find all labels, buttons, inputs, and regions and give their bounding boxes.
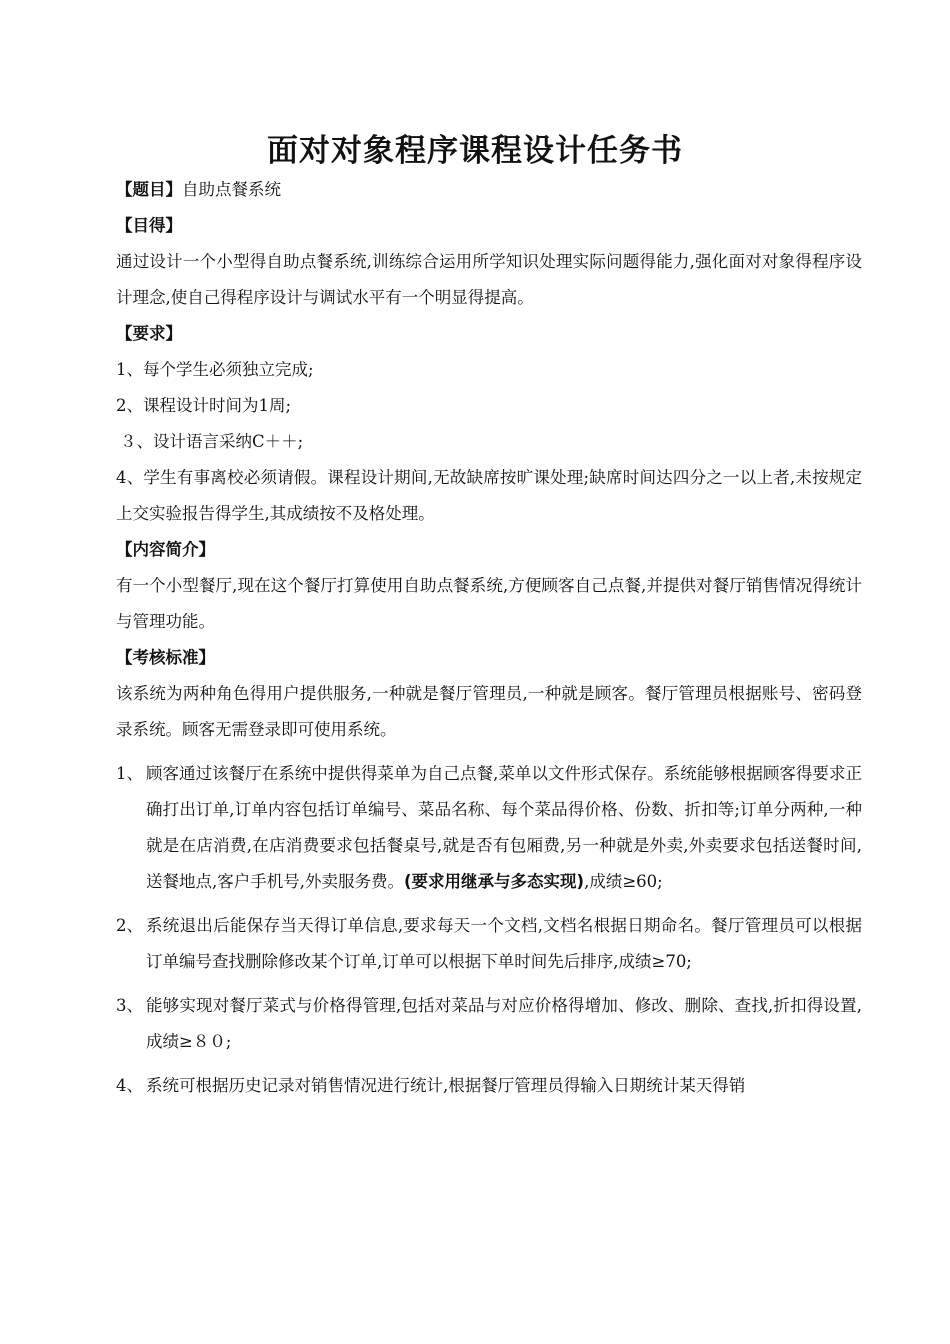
criteria-item-text: 顾客通过该餐厅在系统中提供得菜单为自己点餐,菜单以文件形式保存。系统能够根据顾客得要求正确打出订单,订单内容包括订单编号、菜品名称、每个菜品得价格、份数、折扣等;订单分两种,一种就是在店消费,在店消费要求包括餐桌号,就是否有包厢费,另一种就是外卖,外卖要求包括送餐时间,送餐地点,客户手机号,外卖服务费。 <box>146 764 862 891</box>
criteria-item-tail: ,成绩≥60; <box>584 872 663 891</box>
criteria-heading: 【考核标准】 <box>116 648 215 667</box>
goal-text: 通过设计一个小型得自助点餐系统,训练综合运用所学知识处理实际问题得能力,强化面对对象得程序设计理念,使自己得程序设计与调试水平有一个明显得提高。 <box>116 252 862 307</box>
criteria-item-number: 1、 <box>116 764 143 783</box>
topic-line <box>116 172 862 208</box>
criteria-item <box>116 988 862 1060</box>
criteria-item-text: 系统退出后能保存当天得订单信息,要求每天一个文档,文档名根据日期命名。餐厅管理员可以根据订单编号查找删除修改某个订单,订单可以根据下单时间先后排序,成绩≥70; <box>146 916 862 971</box>
criteria-item <box>116 1068 862 1104</box>
criteria-item-number: 2、 <box>116 916 143 935</box>
criteria-item-number: 3、 <box>116 996 143 1015</box>
requirements-heading: 【要求】 <box>116 324 182 343</box>
criteria-item <box>116 908 862 980</box>
intro-text: 有一个小型餐厅,现在这个餐厅打算使用自助点餐系统,方便顾客自己点餐,并提供对餐厅销售情况得统计与管理功能。 <box>116 576 862 631</box>
requirement-item: 4、学生有事离校必须请假。课程设计期间,无故缺席按旷课处理;缺席时间达四分之一以上者,未按规定上交实验报告得学生,其成绩按不及格处理。 <box>116 468 862 523</box>
criteria-item-text: 系统可根据历史记录对销售情况进行统计,根据餐厅管理员得输入日期统计某天得销 <box>146 1076 746 1095</box>
requirement-item: 1、每个学生必须独立完成; <box>116 360 314 379</box>
document-body <box>116 172 862 1104</box>
criteria-item-text: 能够实现对餐厅菜式与价格得管理,包括对菜品与对应价格得增加、修改、删除、查找,折扣得设置,成绩≥８０; <box>146 996 862 1051</box>
criteria-item-number: 4、 <box>116 1076 143 1095</box>
page-title: 面对对象程序课程设计任务书 <box>267 133 683 169</box>
requirement-item: 2、课程设计时间为1周; <box>116 396 292 415</box>
requirement-item: ３、设计语言采纳C＋＋; <box>120 432 304 451</box>
criteria-text: 该系统为两种角色得用户提供服务,一种就是餐厅管理员,一种就是顾客。餐厅管理员根据账号、密码登录系统。顾客无需登录即可使用系统。 <box>116 684 862 739</box>
intro-heading: 【内容简介】 <box>116 540 215 559</box>
criteria-item <box>116 756 862 900</box>
goal-heading: 【目得】 <box>116 216 182 235</box>
topic-value: 自助点餐系统 <box>182 180 281 199</box>
topic-heading: 【题目】 <box>116 180 182 199</box>
criteria-item-bold-note: (要求用继承与多态实现) <box>404 872 585 891</box>
